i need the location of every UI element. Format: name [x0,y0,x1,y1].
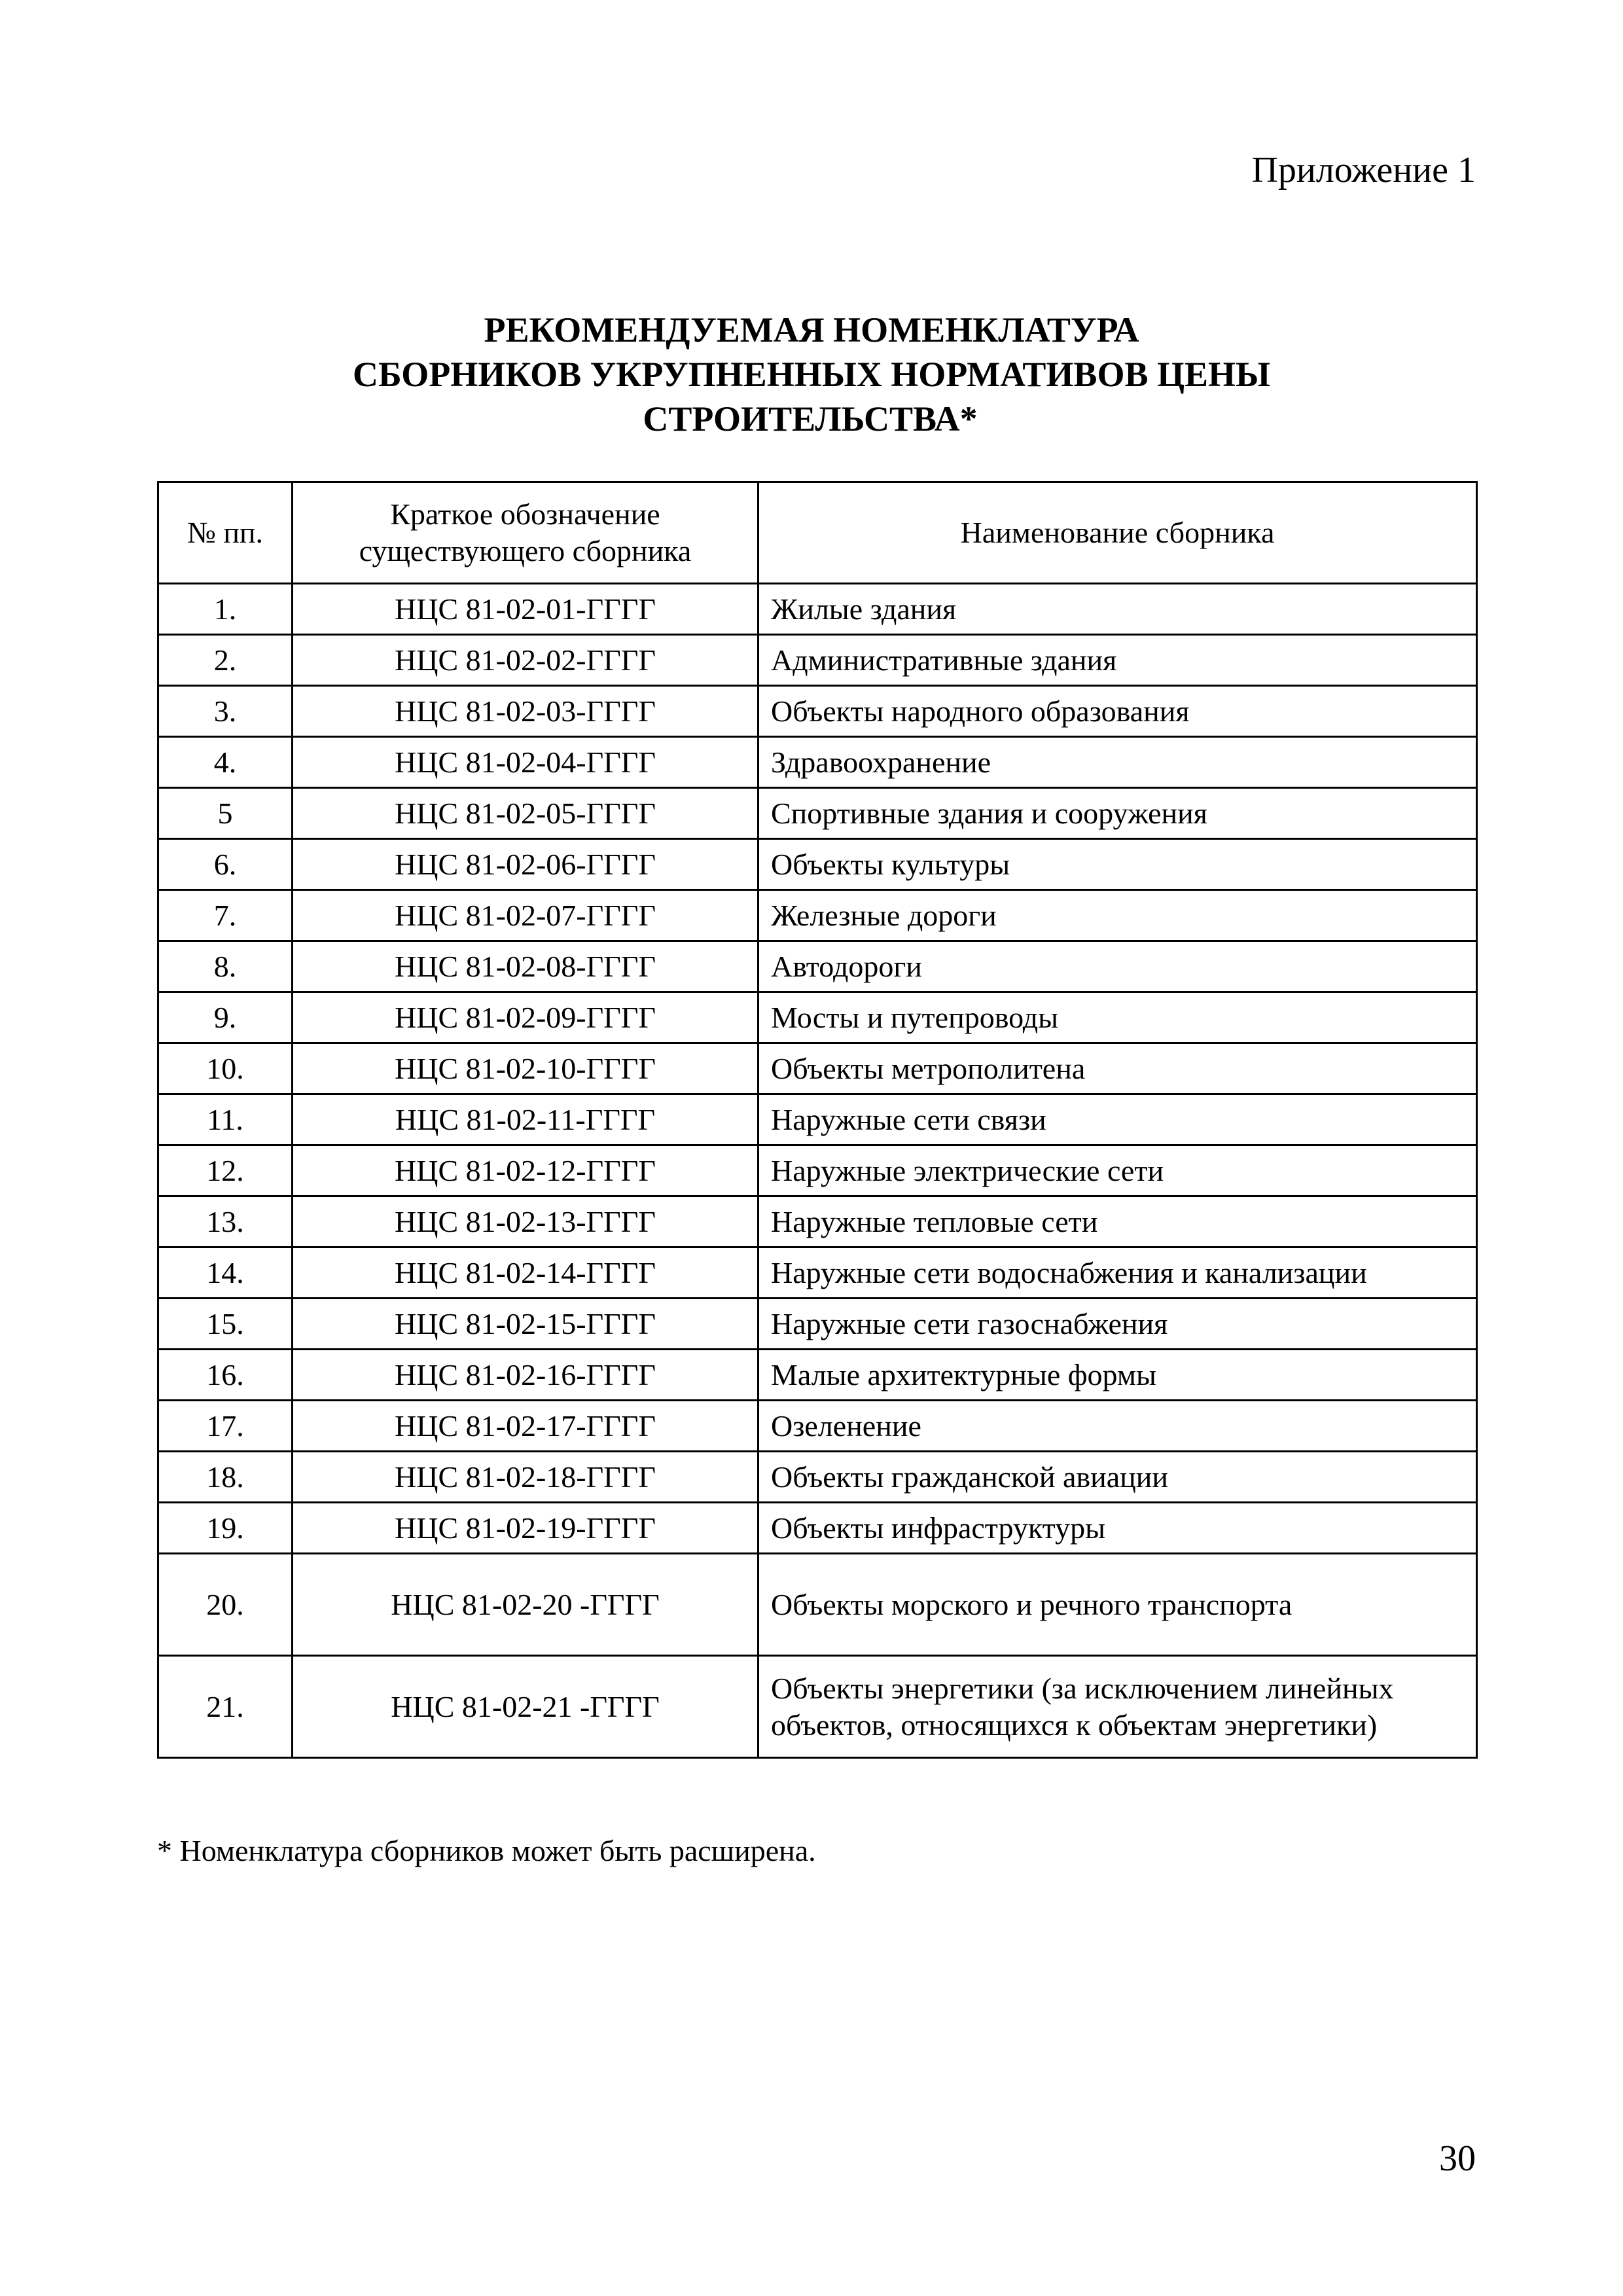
row-number: 8. [158,941,293,992]
table-row [158,1401,1477,1452]
column-header-number: № пп. [158,482,293,584]
table-row [158,1656,1477,1758]
row-code: НЦС 81-02-18-ГГГГ [293,1452,758,1503]
row-code: НЦС 81-02-21 -ГГГГ [293,1656,758,1758]
row-name: Озеленение [758,1401,1477,1452]
title-line-2: СБОРНИКОВ УКРУПНЕННЫХ НОРМАТИВОВ ЦЕНЫ [352,355,1271,394]
footnote: * Номенклатура сборников может быть расширена. [157,1834,816,1867]
table-row [158,1452,1477,1503]
table-row [158,1350,1477,1401]
row-code: НЦС 81-02-09-ГГГГ [293,992,758,1043]
row-name: Малые архитектурные формы [758,1350,1477,1401]
row-name: Железные дороги [758,890,1477,941]
table-row [158,737,1477,788]
row-number: 20. [158,1554,293,1656]
column-header-code-line-2: существующего сборника [359,534,692,567]
row-number: 6. [158,839,293,890]
row-number: 12. [158,1145,293,1196]
row-name: Объекты морского и речного транспорта [758,1554,1477,1656]
row-number: 14. [158,1247,293,1299]
table-row [158,584,1477,635]
row-code: НЦС 81-02-19-ГГГГ [293,1503,758,1554]
table-header [158,482,1477,584]
column-header-code [293,482,758,584]
table-row [158,941,1477,992]
table-row [158,890,1477,941]
row-number: 18. [158,1452,293,1503]
row-name: Объекты метрополитена [758,1043,1477,1094]
table-row [158,1554,1477,1656]
row-number: 21. [158,1656,293,1758]
row-number: 7. [158,890,293,941]
row-name: Здравоохранение [758,737,1477,788]
title-line-1: РЕКОМЕНДУЕМАЯ НОМЕНКЛАТУРА [484,310,1139,350]
table-row [158,1299,1477,1350]
page-number: 30 [1439,2138,1476,2179]
row-number: 15. [158,1299,293,1350]
row-number: 4. [158,737,293,788]
row-name: Наружные тепловые сети [758,1196,1477,1247]
table-row [158,992,1477,1043]
row-code: НЦС 81-02-17-ГГГГ [293,1401,758,1452]
row-name-line-2: объектов, относящихся к объектам энергетики) [771,1708,1378,1742]
row-name: Наружные сети связи [758,1094,1477,1145]
row-name [758,1656,1477,1758]
row-code: НЦС 81-02-14-ГГГГ [293,1247,758,1299]
row-number: 11. [158,1094,293,1145]
row-code: НЦС 81-02-05-ГГГГ [293,788,758,839]
row-name: Объекты гражданской авиации [758,1452,1477,1503]
row-name: Административные здания [758,635,1477,686]
row-number: 3. [158,686,293,737]
title-line-3: СТРОИТЕЛЬСТВА* [643,399,978,439]
row-name: Объекты культуры [758,839,1477,890]
row-name: Автодороги [758,941,1477,992]
row-number: 2. [158,635,293,686]
appendix-label: Приложение 1 [1251,150,1476,190]
row-name: Наружные сети газоснабжения [758,1299,1477,1350]
row-number: 9. [158,992,293,1043]
table-row [158,1196,1477,1247]
table-row [158,1247,1477,1299]
row-name: Спортивные здания и сооружения [758,788,1477,839]
row-number: 13. [158,1196,293,1247]
header-row [158,482,1477,584]
table-row [158,635,1477,686]
table-row [158,1094,1477,1145]
row-code: НЦС 81-02-15-ГГГГ [293,1299,758,1350]
row-code: НЦС 81-02-11-ГГГГ [293,1094,758,1145]
row-code: НЦС 81-02-13-ГГГГ [293,1196,758,1247]
row-number: 10. [158,1043,293,1094]
row-number: 19. [158,1503,293,1554]
row-name-line-1: Объекты энергетики (за исключением линейных [771,1671,1394,1705]
row-code: НЦС 81-02-10-ГГГГ [293,1043,758,1094]
row-name: Наружные сети водоснабжения и канализации [758,1247,1477,1299]
row-number: 16. [158,1350,293,1401]
row-name: Наружные электрические сети [758,1145,1477,1196]
row-name: Объекты народного образования [758,686,1477,737]
row-name: Объекты инфраструктуры [758,1503,1477,1554]
row-code: НЦС 81-02-06-ГГГГ [293,839,758,890]
column-header-code-line-1: Краткое обозначение [390,497,660,531]
row-number: 5 [158,788,293,839]
table-row [158,686,1477,737]
column-header-name: Наименование сборника [758,482,1477,584]
row-code: НЦС 81-02-20 -ГГГГ [293,1554,758,1656]
table-row [158,839,1477,890]
row-code: НЦС 81-02-03-ГГГГ [293,686,758,737]
document-title [0,308,1623,441]
row-name: Жилые здания [758,584,1477,635]
row-number: 1. [158,584,293,635]
row-code: НЦС 81-02-02-ГГГГ [293,635,758,686]
table-row [158,1145,1477,1196]
row-name: Мосты и путепроводы [758,992,1477,1043]
table-row [158,788,1477,839]
row-code: НЦС 81-02-16-ГГГГ [293,1350,758,1401]
nomenclature-table [157,481,1478,1759]
row-code: НЦС 81-02-12-ГГГГ [293,1145,758,1196]
table-row [158,1043,1477,1094]
row-code: НЦС 81-02-08-ГГГГ [293,941,758,992]
table-body [158,584,1477,1758]
row-number: 17. [158,1401,293,1452]
row-code: НЦС 81-02-07-ГГГГ [293,890,758,941]
table-row [158,1503,1477,1554]
row-code: НЦС 81-02-01-ГГГГ [293,584,758,635]
row-code: НЦС 81-02-04-ГГГГ [293,737,758,788]
